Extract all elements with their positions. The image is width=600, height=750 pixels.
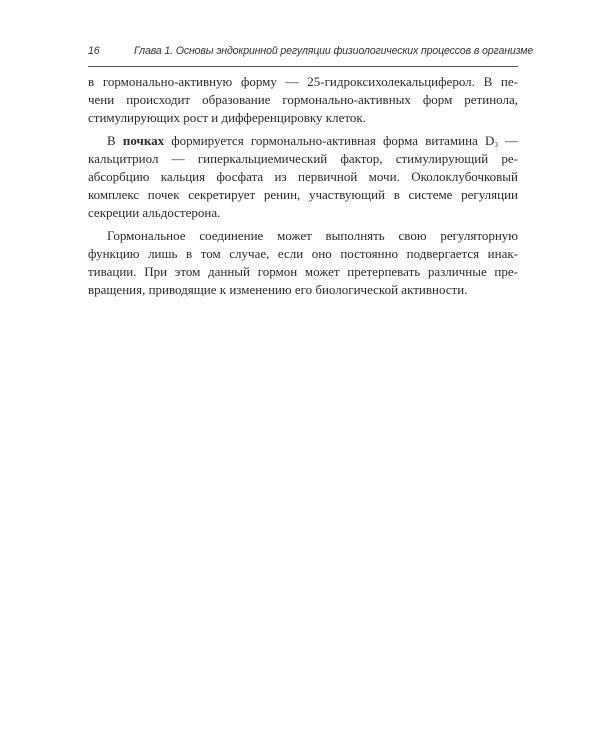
- text-line: в гормонально-активную форму — 25-гидроксихолекальциферол. В пе-: [88, 74, 518, 89]
- paragraph: [88, 227, 518, 300]
- text-line: комплекс почек секретирует ренин, участвующий в системе регуляции: [88, 187, 518, 203]
- text-line: Гормональное соединение может выполнять свою регуляторную: [107, 227, 518, 243]
- text-line: стимулирующих рост и дифференцировку клеток.: [88, 110, 366, 126]
- text-line: функцию лишь в том случае, если оно постоянно подвергается инак-: [88, 245, 518, 261]
- text-line: тивации. При этом данный гормон может претерпевать различные пре-: [88, 263, 518, 279]
- text-line: кальцитриол — гиперкальциемический фактор, стимулирующий ре-: [88, 150, 518, 166]
- text-line: вращения, приводящие к изменению его биологической активности.: [88, 282, 468, 298]
- running-header: [88, 45, 534, 63]
- text-line: секреции альдостерона.: [88, 205, 221, 221]
- text-run: —: [497, 132, 519, 148]
- header-rule: [88, 66, 518, 67]
- text-run: формируется гормонально-активная форма витамина D: [164, 132, 495, 148]
- chapter-title: Глава 1. Основы эндокринной регуляции физиологических процессов в организме: [134, 45, 534, 57]
- text-run: В: [107, 132, 123, 148]
- page-number: 16: [88, 45, 100, 57]
- paragraph: [88, 73, 518, 128]
- body-text: [88, 73, 518, 299]
- text-line: абсорбцию кальция фосфата из первичной мочи. Околоклубочковый: [88, 168, 518, 184]
- bold-term: почках: [122, 132, 165, 148]
- text-line: чени происходит образование гормонально-активных форм ретинола,: [88, 92, 518, 108]
- subscript: 3: [494, 140, 498, 149]
- paragraph: [88, 132, 518, 223]
- text-line: [88, 132, 518, 150]
